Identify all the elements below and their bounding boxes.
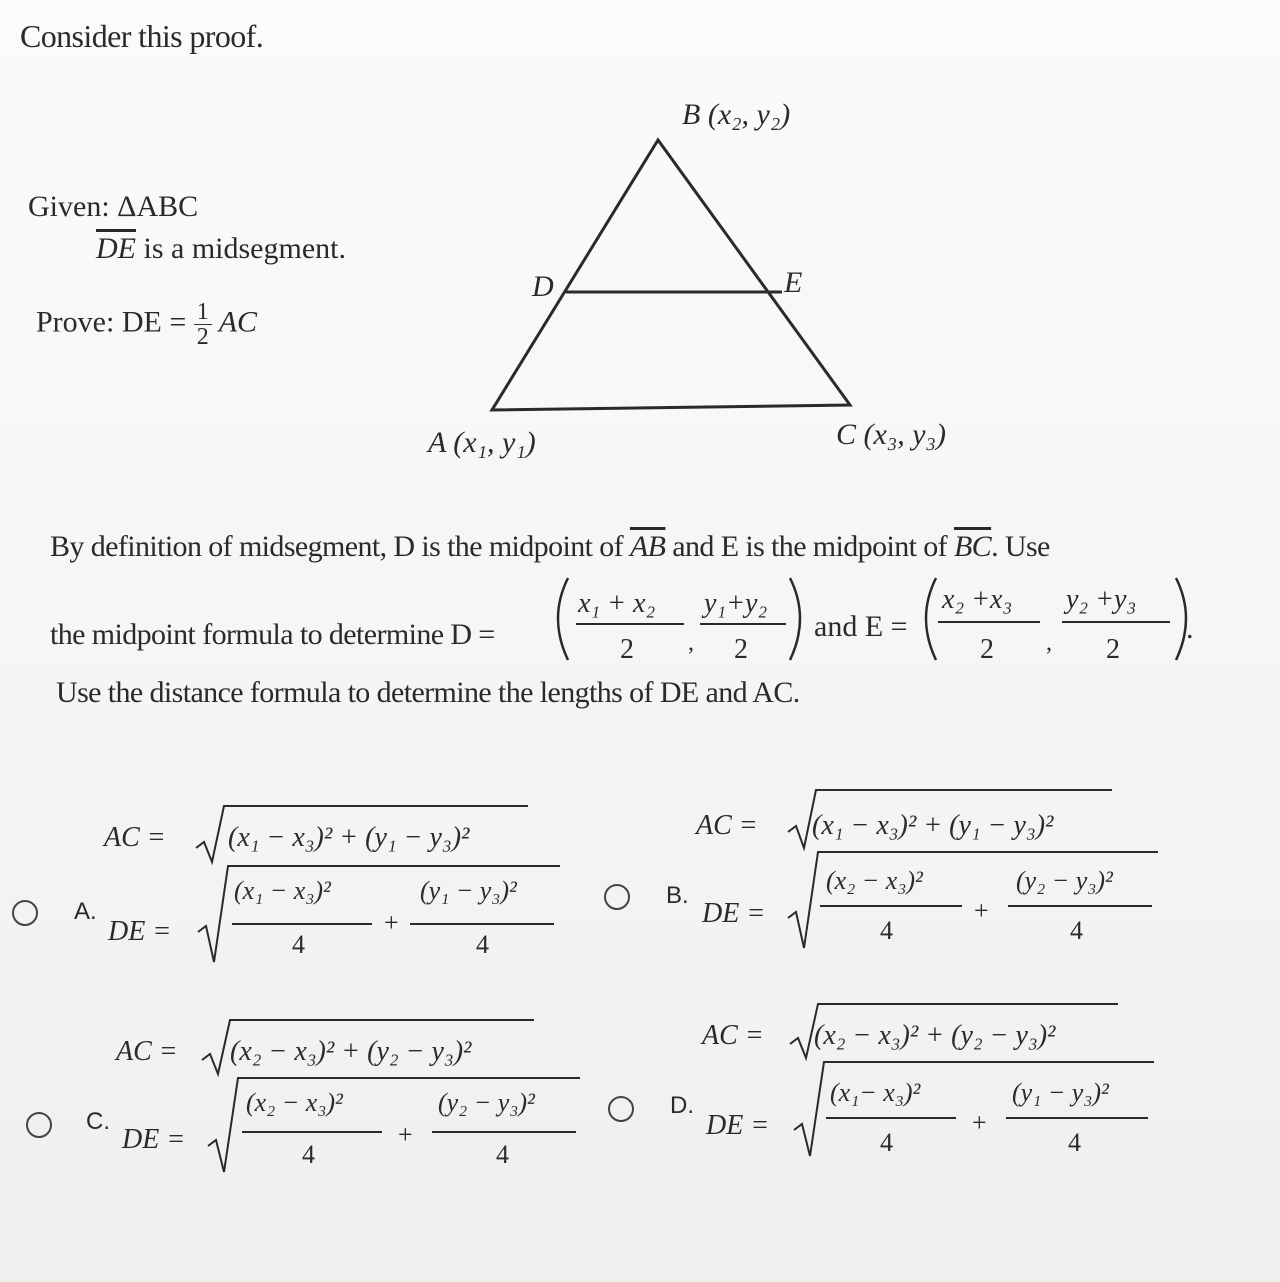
e-x-den: 2 xyxy=(980,634,994,665)
option-c-term1: (x₂ − x₃)² xyxy=(246,1088,343,1117)
option-d-plus: + xyxy=(972,1108,987,1137)
line1-part-a: By definition of midsegment, D is the midpoint of xyxy=(50,530,630,563)
e-right-paren xyxy=(1176,578,1186,660)
option-a-radio[interactable] xyxy=(12,900,38,926)
given-statement: Given: ΔABC xyxy=(28,190,199,223)
option-b-den1: 4 xyxy=(880,916,893,945)
option-d-letter[interactable]: D. xyxy=(670,1092,694,1119)
option-d-ac-radicand: (x₂ − x₃)² + (y₂ − y₃)² xyxy=(814,1020,1056,1051)
d-x-den: 2 xyxy=(620,634,634,665)
option-d-radio[interactable] xyxy=(608,1096,634,1122)
option-a-de-lhs: DE = xyxy=(108,916,172,947)
option-b-den2: 4 xyxy=(1070,916,1083,945)
e-comma: , xyxy=(1046,630,1052,656)
e-y-numerator: y₂ +y₃ xyxy=(1066,584,1137,615)
option-a-letter[interactable]: A. xyxy=(74,898,97,925)
one-half-num: 1 xyxy=(194,300,212,325)
option-c-den2: 4 xyxy=(496,1140,509,1169)
option-c-radio[interactable] xyxy=(26,1112,52,1138)
e-x-numerator: x₂ +x₃ xyxy=(942,584,1013,615)
option-a-term1: (x₁ − x₃)² xyxy=(234,876,331,905)
option-d-ac-lhs: AC = xyxy=(702,1020,764,1051)
and-e-label: and E = xyxy=(814,610,908,643)
d-comma: , xyxy=(688,630,694,656)
option-d-term2: (y₁ − y₃)² xyxy=(1012,1078,1109,1107)
option-b-term2: (y₂ − y₃)² xyxy=(1016,866,1113,895)
segment-bc: $\overline{BC}$ xyxy=(953,530,992,563)
option-c-term2: (y₂ − y₃)² xyxy=(438,1088,535,1117)
option-c-ac-lhs: AC = xyxy=(116,1036,178,1067)
option-c-de-lhs: DE = xyxy=(122,1124,186,1155)
option-a-den1: 4 xyxy=(292,930,305,959)
option-b-radio[interactable] xyxy=(604,884,630,910)
point-e-label: E xyxy=(784,266,803,299)
option-b-de-lhs: DE = xyxy=(702,898,766,929)
option-c-ac-radicand: (x₂ − x₃)² + (y₂ − y₃)² xyxy=(230,1036,472,1067)
option-d-term1: (x₁− x₃)² xyxy=(830,1078,921,1107)
vertex-a-label: A (x₁, y₁) xyxy=(428,426,536,459)
given-midsegment-text: is a midsegment. xyxy=(136,232,346,265)
d-y-numerator: y₁+y₂ xyxy=(704,588,768,619)
page-title: Consider this proof. xyxy=(20,18,264,54)
option-a-den2: 4 xyxy=(476,930,489,959)
option-b-plus: + xyxy=(974,896,989,925)
option-d-de-lhs: DE = xyxy=(706,1110,770,1141)
e-period: . xyxy=(1186,612,1194,645)
option-a-plus: + xyxy=(384,908,399,937)
e-y-den: 2 xyxy=(1106,634,1120,665)
d-right-paren xyxy=(790,578,800,660)
option-a-ac-lhs: AC = xyxy=(104,822,166,853)
line1-part-c: . Use xyxy=(991,530,1050,563)
prove-prefix: Prove: DE = xyxy=(36,305,194,339)
option-b-term1: (x₂ − x₃)² xyxy=(826,866,923,895)
vertex-c-label: C (x₃, y₃) xyxy=(836,418,946,451)
paragraph-line-1 xyxy=(50,530,1050,564)
paragraph-line-3: Use the distance formula to determine the lengths of DE and AC. xyxy=(56,676,800,709)
option-d-den2: 4 xyxy=(1068,1128,1081,1157)
d-y-den: 2 xyxy=(734,634,748,665)
d-x-numerator: x₁ + x₂ xyxy=(578,588,656,619)
one-half-den: 2 xyxy=(196,324,209,350)
option-c-den1: 4 xyxy=(302,1140,315,1169)
midpoint-formulas xyxy=(0,560,1280,680)
prove-suffix: AC xyxy=(211,305,258,339)
option-b-letter[interactable]: B. xyxy=(666,882,689,909)
option-c-letter[interactable]: C. xyxy=(86,1108,110,1135)
paragraph-line-2: the midpoint formula to determine D = xyxy=(50,618,495,651)
option-a-ac-radicand: (x₁ − x₃)² + (y₁ − y₃)² xyxy=(228,822,470,853)
segment-ab: $\overline{AB}$ xyxy=(629,530,666,563)
option-d-den1: 4 xyxy=(880,1128,893,1157)
d-left-paren xyxy=(558,578,568,660)
vertex-b-label: B (x₂, y₂) xyxy=(682,98,791,131)
option-b-ac-lhs: AC = xyxy=(696,810,758,841)
line1-part-b: and E is the midpoint of xyxy=(665,530,954,563)
option-b-ac-radicand: (x₁ − x₃)² + (y₁ − y₃)² xyxy=(812,810,1054,841)
option-c-plus: + xyxy=(398,1120,413,1149)
segment-de: $\overline{DE}$ xyxy=(96,232,136,265)
e-left-paren xyxy=(926,578,936,660)
point-d-label: D xyxy=(532,270,554,303)
triangle-figure xyxy=(0,0,1280,480)
option-a-term2: (y₁ − y₃)² xyxy=(420,876,517,905)
